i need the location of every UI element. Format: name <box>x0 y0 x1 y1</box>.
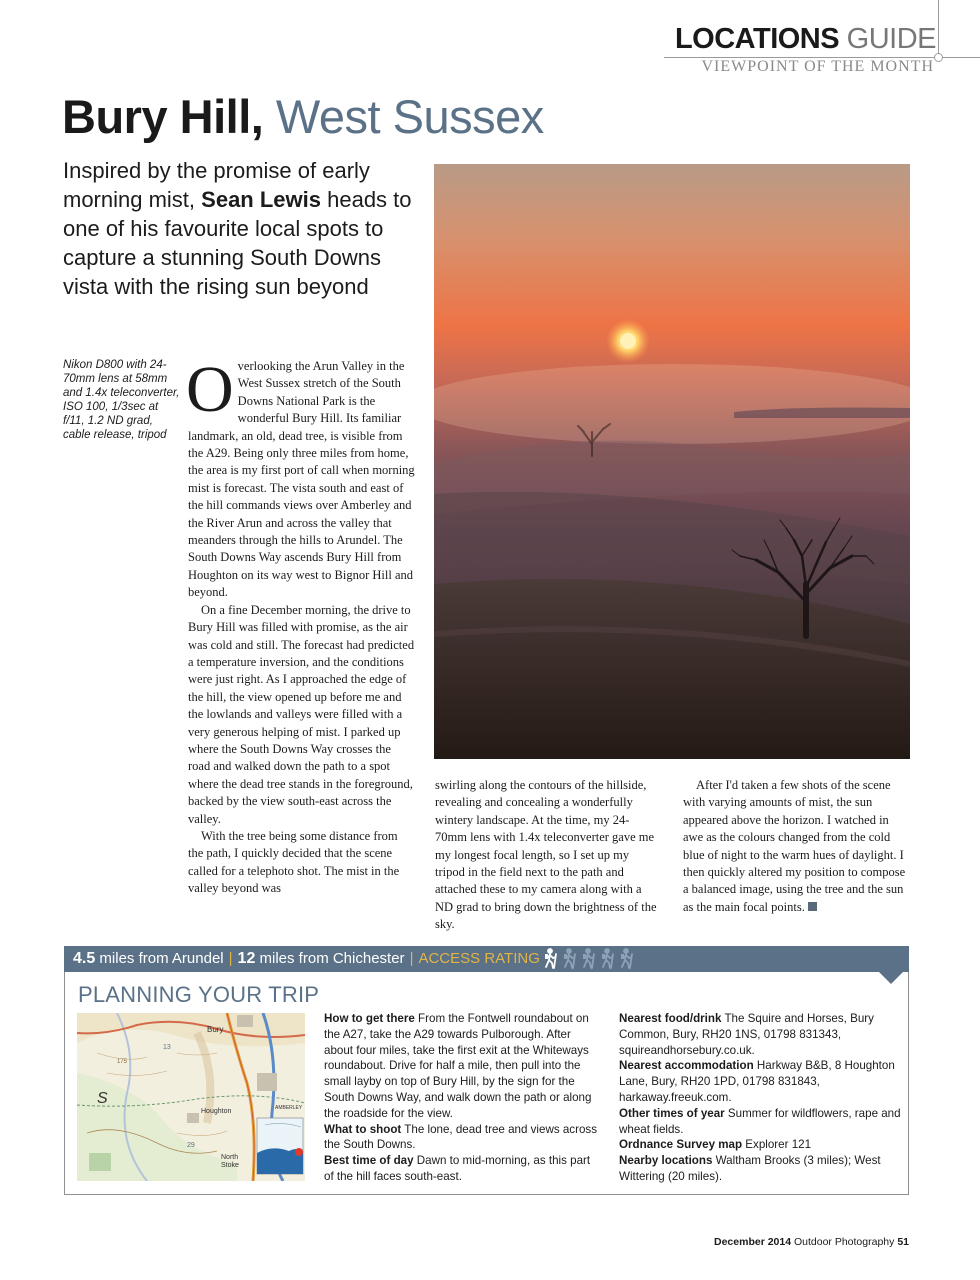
footer-issue: December 2014 <box>714 1236 792 1248</box>
standfirst-lead: Inspired by the promise of early morning mist, <box>63 158 370 212</box>
body-column-3 <box>683 777 908 916</box>
map-label-houghton: Houghton <box>201 1108 232 1115</box>
other-label: Other times of year <box>619 1106 725 1120</box>
hiker-icon <box>602 949 613 968</box>
how-text: From the Fontwell roundabout on the A27, take the A29 towards Pulborough. After about four miles, take the first exit at the Whiteways roundabout. Drive for half a mile, then pull into the small layby on top of Bury Hill, by the sign for the South Downs Way, and walk down the path or along the roadside for the view. <box>324 1012 592 1120</box>
map-label-bury: Bury <box>207 1025 224 1034</box>
landscape-photo <box>434 164 910 759</box>
body-column-2 <box>435 777 657 934</box>
time-text: Dawn to mid-morning, as this part of the hill faces south-east. <box>324 1154 591 1183</box>
body-paragraph-4: After I'd taken a few shots of the scene with varying amounts of mist, the sun appeared above the horizon. I watched in awe as the colours changed from the cold blue of night to the warm hues of daylight. I then quickly altered my position to compose a balanced image, using the tree and the sun as the main focal points. <box>683 778 906 914</box>
author-name: Sean Lewis <box>201 187 321 212</box>
drop-cap: O <box>186 353 234 426</box>
subsection-title: VIEWPOINT OF THE MONTH <box>701 58 934 75</box>
other-text: Summer for wildflowers, rape and wheat fields. <box>619 1106 901 1136</box>
photo-caption: Nikon D800 with 24-70mm lens at 58mm and 1.4x teleconverter, ISO 100, 1/3sec at f/11, 1.2 ND grad, cable release, tripod <box>63 359 180 441</box>
hiker-icon <box>545 949 556 968</box>
body-paragraph-2: On a fine December morning, the drive to Bury Hill was filled with promise, as the air was cold and still. The forecast had predicted a temperature inversion, and the conditions were just right. As I approached the edge of the hill, the view opened up before me and the lowlands and valleys were filled with a very generous helping of mist. I parked up where the South Downs Way crosses the road and walked down the path to a spot where the dead tree stands in the foreground, backed by the view south-east across the valley. <box>188 602 415 826</box>
map-label-29: 29 <box>187 1142 195 1149</box>
shoot-label: What to shoot <box>324 1122 402 1136</box>
nearby-text: Waltham Brooks (3 miles); West Wittering (20 miles). <box>619 1154 881 1183</box>
how-label: How to get there <box>324 1012 415 1025</box>
map-label-north: North <box>221 1154 239 1161</box>
os-text: Explorer 121 <box>742 1138 812 1152</box>
access-rating-icons <box>542 948 642 970</box>
distance-1-value: 4.5 <box>73 950 96 967</box>
accom-text: Harkway B&B, 8 Houghton Lane, Bury, RH20 1PD, 01798 831843, harkaway.freeuk.com. <box>619 1059 895 1104</box>
body-paragraph-1: verlooking the Arun Valley in the West Sussex stretch of the South Downs National Park is the wonderful Bury Hill. Its familiar landmark, an old, dead tree, is visible from the A29. Being only three miles from home, the area is my first port of call when morning mist is forecast. The vista south and east of the hill commands views over Amberley and the River Arun and across the valley that meanders through the hills to Arundel. The South Downs Way ascends Bury Hill from Houghton on its way west to Bignor Hill and beyond. <box>188 359 415 600</box>
map-label-s: S <box>97 1090 108 1107</box>
hiker-icon <box>564 949 575 968</box>
map-label-amberley: AMBERLEY <box>275 1105 303 1111</box>
separator-2: | <box>409 950 414 967</box>
title-region: West Sussex <box>275 90 544 143</box>
map-label-175: 175 <box>117 1059 128 1065</box>
page-title <box>62 90 544 144</box>
food-label: Nearest food/drink <box>619 1012 722 1025</box>
time-label: Best time of day <box>324 1154 414 1168</box>
page-footer <box>640 1236 909 1248</box>
os-label: Ordnance Survey map <box>619 1138 743 1152</box>
standfirst-rest: heads to one of his favourite local spots to capture a stunning South Downs vista with the rising sun beyond <box>63 187 412 299</box>
separator-1: | <box>228 950 233 967</box>
title-place: Bury Hill, <box>62 90 264 143</box>
distance-2-value: 12 <box>237 950 256 967</box>
section-title <box>664 22 936 56</box>
access-rating-label: ACCESS RATING <box>418 950 540 967</box>
header-rule-vertical <box>938 0 939 58</box>
distance-2-label: miles from Chichester <box>259 950 405 967</box>
body-paragraph-3-continued: swirling along the contours of the hillside, revealing and concealing a wonderfully wintery landscape. At the time, my 24-70mm lens with 1.4x teleconverter gave me my longest focal length, so I set up my tripod in the field next to the path and attached these to my camera along with a ND grad to bring down the brightness of the sky. <box>435 778 657 932</box>
shoot-text: The lone, dead tree and views across the South Downs. <box>324 1122 597 1152</box>
location-map <box>77 1013 305 1181</box>
body-column-1 <box>186 353 416 898</box>
body-paragraph-3: With the tree being some distance from the path, I quickly decided that the scene called for a telephoto shot. The mist in the valley beyond was <box>188 828 400 896</box>
map-label-stoke: Stoke <box>221 1162 239 1169</box>
food-text: The Squire and Horses, Bury Common, Bury, RH20 1NS, 01798 831343, squireandhorsebury.co.uk. <box>619 1012 874 1057</box>
hiker-icon <box>621 949 632 968</box>
map-label-13: 13 <box>163 1044 171 1051</box>
page-number: 51 <box>897 1236 909 1248</box>
nearby-label: Nearby locations <box>619 1154 713 1168</box>
distance-1-label: miles from Arundel <box>99 950 224 967</box>
trip-info-left <box>324 1011 600 1185</box>
trip-info-right <box>619 1011 905 1185</box>
standfirst <box>63 156 423 301</box>
end-mark <box>808 902 817 911</box>
section-title-bold: LOCATIONS <box>674 23 840 55</box>
distance-bar <box>64 946 909 972</box>
planning-title: PLANNING YOUR TRIP <box>78 982 320 1007</box>
accom-label: Nearest accommodation <box>619 1059 754 1073</box>
footer-magazine: Outdoor Photography <box>791 1236 898 1248</box>
section-title-light: GUIDE <box>846 23 936 55</box>
hiker-icon <box>583 949 594 968</box>
